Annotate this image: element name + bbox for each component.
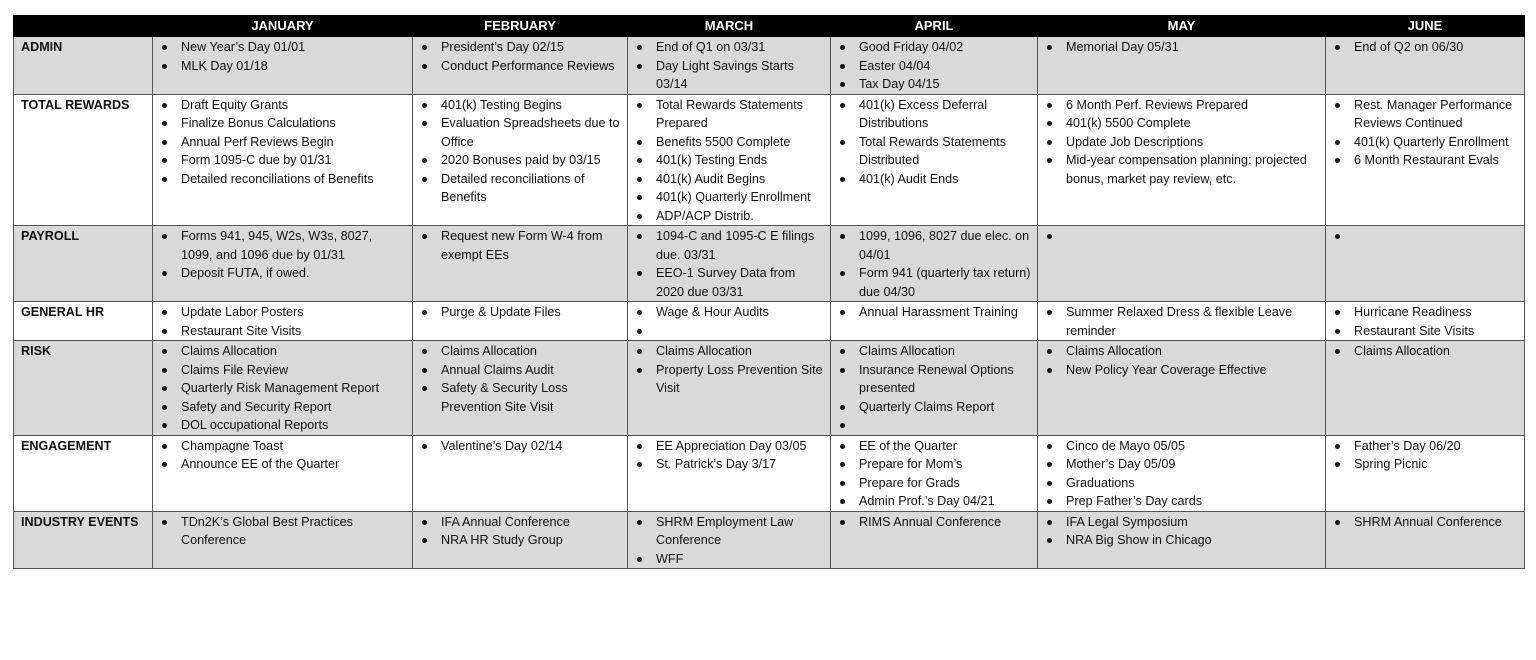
cell-april	[831, 435, 1038, 511]
cell-february	[413, 435, 628, 511]
list-item: End of Q2 on 06/30	[1326, 38, 1518, 57]
cell-february	[413, 302, 628, 341]
cell-may	[1038, 341, 1326, 436]
list-item: 401(k) Excess Deferral Distributions	[831, 96, 1031, 133]
list-item: Property Loss Prevention Site Visit	[628, 361, 824, 398]
cell-june	[1326, 341, 1525, 436]
list-item: 401(k) 5500 Complete	[1038, 114, 1319, 133]
cell-june	[1326, 94, 1525, 226]
table-row	[14, 94, 1525, 226]
list-item: President’s Day 02/15	[413, 38, 621, 57]
bullet-list	[831, 512, 1037, 532]
list-item: Request new Form W-4 from exempt EEs	[413, 227, 621, 264]
list-item: Claims File Review	[153, 361, 406, 380]
list-item: Admin Prof.’s Day 04/21	[831, 492, 1031, 511]
list-item: ADP/ACP Distrib.	[628, 207, 824, 226]
list-item: 401(k) Quarterly Enrollment	[1326, 133, 1518, 152]
bullet-list	[1326, 37, 1524, 57]
list-item: Safety and Security Report	[153, 398, 406, 417]
list-item: SHRM Annual Conference	[1326, 513, 1518, 532]
category-label: RISK	[14, 341, 153, 436]
cell-june	[1326, 302, 1525, 341]
list-item: 1099, 1096, 8027 due elec. on 04/01	[831, 227, 1031, 264]
cell-march	[628, 226, 831, 302]
list-item: Graduations	[1038, 474, 1319, 493]
cell-april	[831, 94, 1038, 226]
month-header-february: FEBRUARY	[413, 16, 628, 37]
list-item: Detailed reconciliations of Benefits	[153, 170, 406, 189]
bullet-list	[1038, 302, 1325, 340]
list-item	[1038, 227, 1319, 246]
list-item: 2020 Bonuses paid by 03/15	[413, 151, 621, 170]
list-item: Update Job Descriptions	[1038, 133, 1319, 152]
table-row	[14, 37, 1525, 95]
bullet-list	[628, 512, 830, 569]
bullet-list	[153, 512, 412, 550]
cell-february	[413, 341, 628, 436]
list-item: Total Rewards Statements Distributed	[831, 133, 1031, 170]
list-item: Forms 941, 945, W2s, W3s, 8027, 1099, and 1096 due by 01/31	[153, 227, 406, 264]
list-item: Valentine’s Day 02/14	[413, 437, 621, 456]
list-item: Memorial Day 05/31	[1038, 38, 1319, 57]
list-item: Mid-year compensation planning: projected bonus, market pay review, etc.	[1038, 151, 1319, 188]
list-item: Prepare for Grads	[831, 474, 1031, 493]
table-row	[14, 302, 1525, 341]
list-item: End of Q1 on 03/31	[628, 38, 824, 57]
category-label: ADMIN	[14, 37, 153, 95]
cell-march	[628, 511, 831, 569]
cell-may	[1038, 94, 1326, 226]
bullet-list	[153, 95, 412, 189]
bullet-list	[413, 226, 627, 264]
list-item: Benefits 5500 Complete	[628, 133, 824, 152]
bullet-list	[1038, 341, 1325, 379]
list-item: Evaluation Spreadsheets due to Office	[413, 114, 621, 151]
bullet-list	[153, 37, 412, 75]
cell-april	[831, 226, 1038, 302]
cell-june	[1326, 511, 1525, 569]
list-item: 6 Month Restaurant Evals	[1326, 151, 1518, 170]
cell-may	[1038, 511, 1326, 569]
cell-january	[153, 341, 413, 436]
list-item: Prepare for Mom’s	[831, 455, 1031, 474]
list-item: Purge & Update Files	[413, 303, 621, 322]
list-item: NRA HR Study Group	[413, 531, 621, 550]
bullet-list	[413, 341, 627, 416]
bullet-list	[831, 302, 1037, 322]
list-item: MLK Day 01/18	[153, 57, 406, 76]
month-header-april: APRIL	[831, 16, 1038, 37]
list-item: Form 1095-C due by 01/31	[153, 151, 406, 170]
bullet-list	[413, 512, 627, 550]
list-item: Annual Claims Audit	[413, 361, 621, 380]
bullet-list	[413, 95, 627, 207]
list-item: 401(k) Quarterly Enrollment	[628, 188, 824, 207]
bullet-list	[153, 226, 412, 283]
bullet-list	[153, 436, 412, 474]
list-item	[1326, 227, 1518, 246]
list-item: Detailed reconciliations of Benefits	[413, 170, 621, 207]
bullet-list	[413, 302, 627, 322]
list-item: TDn2K’s Global Best Practices Conference	[153, 513, 406, 550]
list-item: Hurricane Readiness	[1326, 303, 1518, 322]
cell-march	[628, 435, 831, 511]
list-item: IFA Annual Conference	[413, 513, 621, 532]
bullet-list	[831, 341, 1037, 435]
bullet-list	[153, 302, 412, 340]
cell-may	[1038, 302, 1326, 341]
list-item: Good Friday 04/02	[831, 38, 1031, 57]
table-row	[14, 435, 1525, 511]
cell-june	[1326, 37, 1525, 95]
list-item: EEO-1 Survey Data from 2020 due 03/31	[628, 264, 824, 301]
list-item: Insurance Renewal Options presented	[831, 361, 1031, 398]
bullet-list	[831, 37, 1037, 94]
bullet-list	[1326, 226, 1524, 246]
list-item: Claims Allocation	[1326, 342, 1518, 361]
list-item: Summer Relaxed Dress & flexible Leave reminder	[1038, 303, 1319, 340]
category-label: ENGAGEMENT	[14, 435, 153, 511]
list-item: NRA Big Show in Chicago	[1038, 531, 1319, 550]
month-header-may: MAY	[1038, 16, 1326, 37]
cell-april	[831, 37, 1038, 95]
list-item: IFA Legal Symposium	[1038, 513, 1319, 532]
bullet-list	[1326, 436, 1524, 474]
list-item: RIMS Annual Conference	[831, 513, 1031, 532]
cell-april	[831, 302, 1038, 341]
list-item: Safety & Security Loss Prevention Site Visit	[413, 379, 621, 416]
bullet-list	[1326, 302, 1524, 340]
list-item: Restaurant Site Visits	[1326, 322, 1518, 341]
bullet-list	[1038, 512, 1325, 550]
cell-june	[1326, 226, 1525, 302]
bullet-list	[628, 226, 830, 301]
bullet-list	[628, 436, 830, 474]
cell-march	[628, 302, 831, 341]
bullet-list	[1038, 37, 1325, 57]
list-item: DOL occupational Reports	[153, 416, 406, 435]
list-item: Claims Allocation	[628, 342, 824, 361]
table-row	[14, 511, 1525, 569]
list-item: WFF	[628, 550, 824, 569]
cell-february	[413, 511, 628, 569]
list-item: Total Rewards Statements Prepared	[628, 96, 824, 133]
cell-february	[413, 37, 628, 95]
bullet-list	[1326, 512, 1524, 532]
list-item: EE Appreciation Day 03/05	[628, 437, 824, 456]
cell-january	[153, 226, 413, 302]
list-item: 6 Month Perf. Reviews Prepared	[1038, 96, 1319, 115]
bullet-list	[628, 37, 830, 94]
list-item: 401(k) Audit Begins	[628, 170, 824, 189]
list-item: Conduct Performance Reviews	[413, 57, 621, 76]
bullet-list	[1038, 436, 1325, 511]
list-item: Claims Allocation	[831, 342, 1031, 361]
list-item: Cinco de Mayo 05/05	[1038, 437, 1319, 456]
list-item: New Policy Year Coverage Effective	[1038, 361, 1319, 380]
cell-may	[1038, 435, 1326, 511]
cell-april	[831, 511, 1038, 569]
cell-february	[413, 94, 628, 226]
bullet-list	[831, 95, 1037, 189]
cell-march	[628, 341, 831, 436]
bullet-list	[413, 436, 627, 456]
list-item: Claims Allocation	[413, 342, 621, 361]
list-item: Form 941 (quarterly tax return) due 04/30	[831, 264, 1031, 301]
category-label: INDUSTRY EVENTS	[14, 511, 153, 569]
list-item: 1094-C and 1095-C E filings due. 03/31	[628, 227, 824, 264]
list-item: Update Labor Posters	[153, 303, 406, 322]
category-label: TOTAL REWARDS	[14, 94, 153, 226]
list-item: Day Light Savings Starts 03/14	[628, 57, 824, 94]
cell-may	[1038, 226, 1326, 302]
list-item	[831, 416, 1031, 435]
cell-june	[1326, 435, 1525, 511]
cell-march	[628, 94, 831, 226]
list-item: Spring Picnic	[1326, 455, 1518, 474]
bullet-list	[831, 436, 1037, 511]
list-item: Easter 04/04	[831, 57, 1031, 76]
list-item: Announce EE of the Quarter	[153, 455, 406, 474]
list-item: Quarterly Claims Report	[831, 398, 1031, 417]
table-row	[14, 226, 1525, 302]
cell-january	[153, 435, 413, 511]
list-item: Draft Equity Grants	[153, 96, 406, 115]
bullet-list	[628, 302, 830, 340]
list-item: Wage & Hour Audits	[628, 303, 824, 322]
list-item: Finalize Bonus Calculations	[153, 114, 406, 133]
list-item: Tax Day 04/15	[831, 75, 1031, 94]
list-item: 401(k) Audit Ends	[831, 170, 1031, 189]
cell-april	[831, 341, 1038, 436]
list-item: Annual Harassment Training	[831, 303, 1031, 322]
bullet-list	[1038, 95, 1325, 189]
cell-january	[153, 94, 413, 226]
month-header-june: JUNE	[1326, 16, 1525, 37]
bullet-list	[628, 95, 830, 226]
bullet-list	[1326, 341, 1524, 361]
month-header-march: MARCH	[628, 16, 831, 37]
hr-calendar-table	[13, 15, 1525, 569]
list-item: Deposit FUTA, if owed.	[153, 264, 406, 283]
list-item: SHRM Employment Law Conference	[628, 513, 824, 550]
list-item: Father’s Day 06/20	[1326, 437, 1518, 456]
list-item: St. Patrick’s Day 3/17	[628, 455, 824, 474]
bullet-list	[1038, 226, 1325, 246]
corner-header-cell	[14, 16, 153, 37]
list-item: New Year’s Day 01/01	[153, 38, 406, 57]
cell-january	[153, 302, 413, 341]
cell-march	[628, 37, 831, 95]
list-item	[628, 322, 824, 341]
list-item: Claims Allocation	[153, 342, 406, 361]
list-item: Annual Perf Reviews Begin	[153, 133, 406, 152]
category-label: PAYROLL	[14, 226, 153, 302]
cell-january	[153, 37, 413, 95]
bullet-list	[831, 226, 1037, 301]
list-item: 401(k) Testing Ends	[628, 151, 824, 170]
list-item: Claims Allocation	[1038, 342, 1319, 361]
bullet-list	[153, 341, 412, 435]
list-item: 401(k) Testing Begins	[413, 96, 621, 115]
list-item: Prep Father’s Day cards	[1038, 492, 1319, 511]
list-item: Restaurant Site Visits	[153, 322, 406, 341]
list-item: Rest. Manager Performance Reviews Continued	[1326, 96, 1518, 133]
list-item: Champagne Toast	[153, 437, 406, 456]
cell-january	[153, 511, 413, 569]
calendar-body	[14, 37, 1525, 569]
bullet-list	[1326, 95, 1524, 170]
month-header-row	[14, 16, 1525, 37]
bullet-list	[413, 37, 627, 75]
list-item: EE of the Quarter	[831, 437, 1031, 456]
cell-february	[413, 226, 628, 302]
list-item: Mother’s Day 05/09	[1038, 455, 1319, 474]
category-label: GENERAL HR	[14, 302, 153, 341]
month-header-january: JANUARY	[153, 16, 413, 37]
bullet-list	[628, 341, 830, 398]
cell-may	[1038, 37, 1326, 95]
list-item: Quarterly Risk Management Report	[153, 379, 406, 398]
table-row	[14, 341, 1525, 436]
